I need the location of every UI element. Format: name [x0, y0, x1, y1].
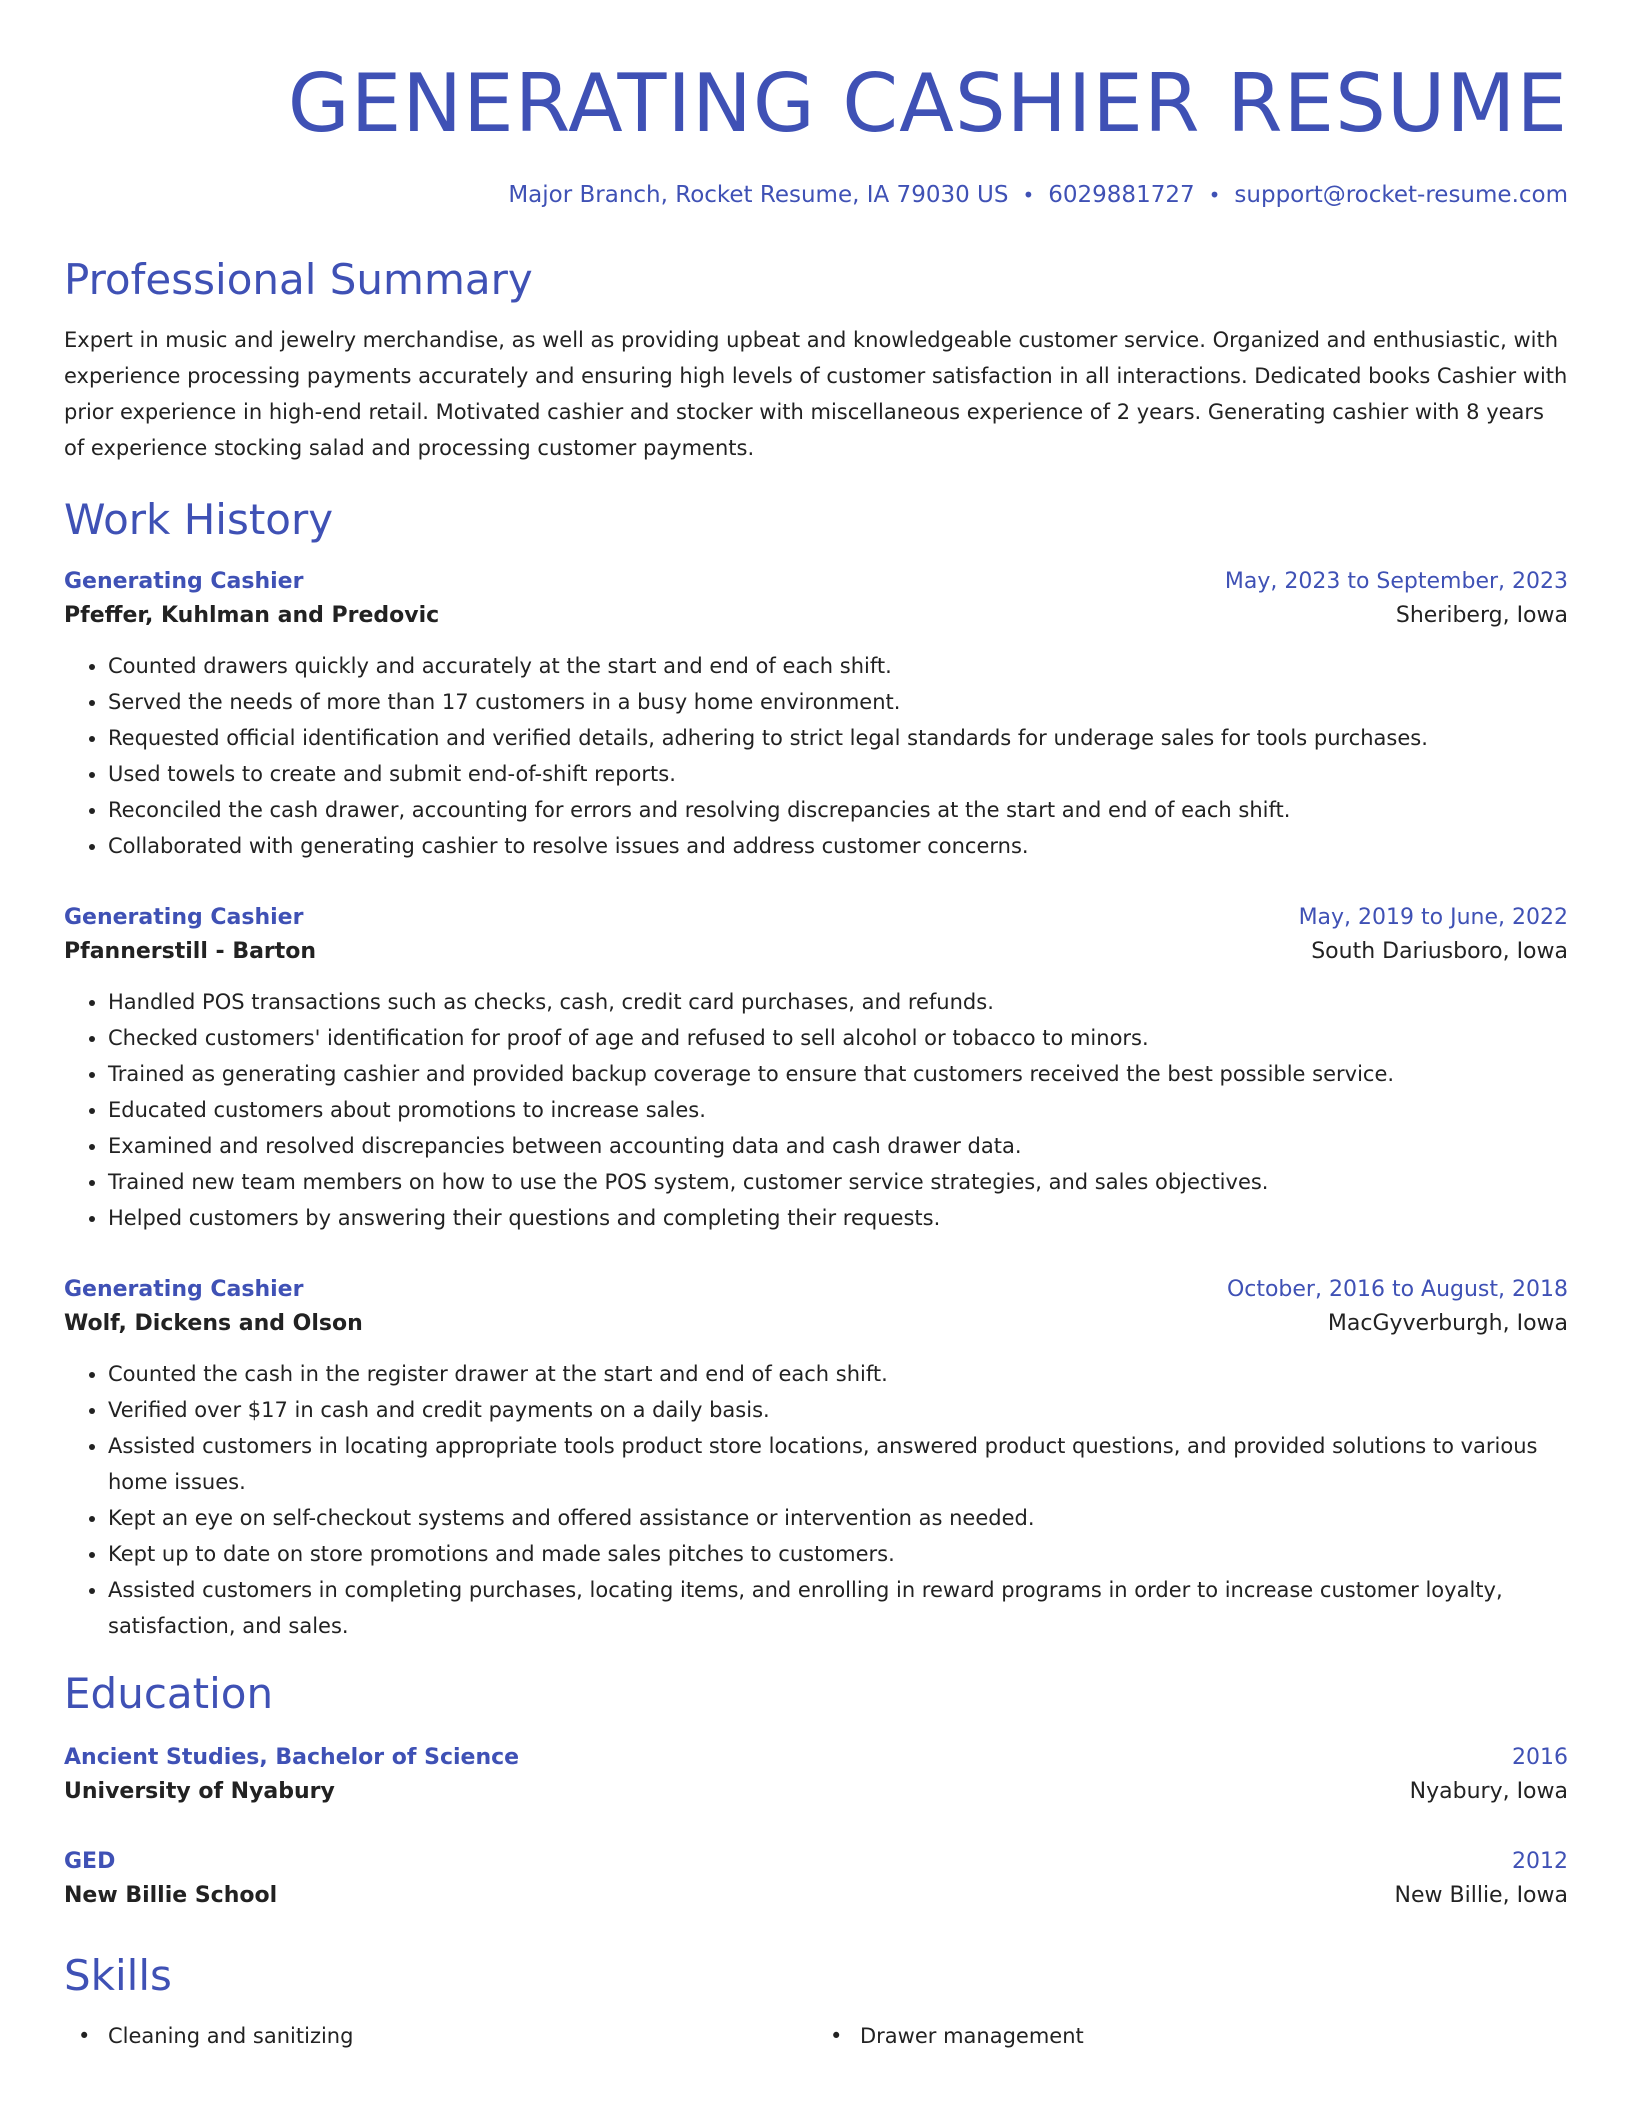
contact-address: Major Branch, Rocket Resume, IA 79030 US [508, 182, 1009, 208]
job-role: Generating Cashier [64, 569, 304, 594]
job-role: Generating Cashier [64, 1277, 304, 1302]
job-bullet: • Kept up to date on store promotions and made sales pitches to customers. [108, 1536, 1568, 1572]
contact-separator: • [1022, 183, 1035, 207]
contact-separator: • [1208, 183, 1221, 207]
education-entry [64, 1846, 1568, 1914]
education-degree: Ancient Studies, Bachelor of Science [64, 1745, 520, 1770]
job-bullet: • Used towels to create and submit end-of-shift reports. [108, 756, 1568, 792]
resume-name: GENERATING CASHIER RESUME [287, 57, 1568, 150]
job-bullet: • Examined and resolved discrepancies between accounting data and cash drawer data. [108, 1128, 1568, 1164]
section-title-education: Education [64, 1669, 274, 1718]
job-employer: Pfannerstill - Barton [64, 939, 317, 964]
job-bullet: • Requested official identification and verified details, adhering to strict legal standards for underage sales for tools purchases. [108, 720, 1568, 756]
job-bullet: • Counted drawers quickly and accurately at the start and end of each shift. [108, 648, 1568, 684]
job-bullet: • Assisted customers in completing purchases, locating items, and enrolling in reward programs in order to increase customer loyalty, satisfaction, and sales. [108, 1572, 1568, 1644]
education-year: 2016 [1512, 1745, 1568, 1770]
job-bullets [64, 1356, 1568, 1644]
job-dates: October, 2016 to August, 2018 [1226, 1277, 1568, 1302]
skill-item: • Cleaning and sanitizing [64, 2020, 816, 2052]
job-bullet: • Served the needs of more than 17 customers in a busy home environment. [108, 684, 1568, 720]
job-dates: May, 2023 to September, 2023 [1224, 569, 1568, 594]
job-bullet: • Handled POS transactions such as checks, cash, credit card purchases, and refunds. [108, 984, 1568, 1020]
job-location: MacGyverburgh, Iowa [1327, 1311, 1568, 1336]
job-employer: Pfeffer, Kuhlman and Predovic [64, 603, 440, 628]
job-bullet: • Verified over $17 in cash and credit payments on a daily basis. [108, 1392, 1568, 1428]
contact-line [64, 180, 1568, 210]
education-school: New Billie School [64, 1883, 278, 1908]
education-degree: GED [64, 1849, 116, 1874]
section-title-skills: Skills [64, 1951, 172, 2000]
job-bullet: • Kept an eye on self-checkout systems and offered assistance or intervention as needed. [108, 1500, 1568, 1536]
job-bullet: • Educated customers about promotions to increase sales. [108, 1092, 1568, 1128]
job-bullet: • Trained as generating cashier and provided backup coverage to ensure that customers received the best possible service. [108, 1056, 1568, 1092]
job-bullet: • Collaborated with generating cashier to resolve issues and address customer concerns. [108, 828, 1568, 864]
job-location: South Dariusboro, Iowa [1311, 939, 1568, 964]
job-entry [64, 902, 1568, 1236]
job-dates: May, 2019 to June, 2022 [1298, 905, 1568, 930]
education-year: 2012 [1512, 1849, 1568, 1874]
job-bullet: • Helped customers by answering their questions and completing their requests. [108, 1200, 1568, 1236]
education-school: University of Nyabury [64, 1779, 335, 1804]
section-title-summary: Professional Summary [64, 255, 533, 304]
summary-text: Expert in music and jewelry merchandise, as well as providing upbeat and knowledgeable customer service. Organized and enthusiastic, with experience processing payments accurately and ensuring high levels of customer satisfaction in all interactions. Dedicated books Cashier with prior experience in high-end retail. Motivated cashier and stocker with miscellaneous experience of 2 years. Generating cashier with 8 years of experience stocking salad and processing customer payments. [64, 328, 1568, 460]
job-location: Sheriberg, Iowa [1395, 603, 1568, 628]
job-bullets [64, 984, 1568, 1236]
skill-item: • Drawer management [816, 2020, 1568, 2052]
contact-email[interactable]: support@rocket-resume.com [1234, 182, 1568, 208]
job-employer: Wolf, Dickens and Olson [64, 1311, 363, 1336]
job-bullet: • Reconciled the cash drawer, accounting for errors and resolving discrepancies at the start and end of each shift. [108, 792, 1568, 828]
job-bullet: • Counted the cash in the register drawer at the start and end of each shift. [108, 1356, 1568, 1392]
job-role: Generating Cashier [64, 905, 304, 930]
job-bullets [64, 648, 1568, 864]
contact-phone: 6029881727 [1048, 182, 1195, 208]
job-bullet: • Checked customers' identification for proof of age and refused to sell alcohol or tobacco to minors. [108, 1020, 1568, 1056]
job-entry [64, 566, 1568, 864]
education-entry [64, 1742, 1568, 1810]
skills-list [64, 2020, 1568, 2052]
education-location: Nyabury, Iowa [1409, 1779, 1568, 1804]
job-bullet: • Trained new team members on how to use the POS system, customer service strategies, and sales objectives. [108, 1164, 1568, 1200]
job-bullet: • Assisted customers in locating appropriate tools product store locations, answered product questions, and provided solutions to various home issues. [108, 1428, 1568, 1500]
education-location: New Billie, Iowa [1394, 1883, 1568, 1908]
section-title-work-history: Work History [64, 495, 334, 544]
job-entry [64, 1274, 1568, 1644]
